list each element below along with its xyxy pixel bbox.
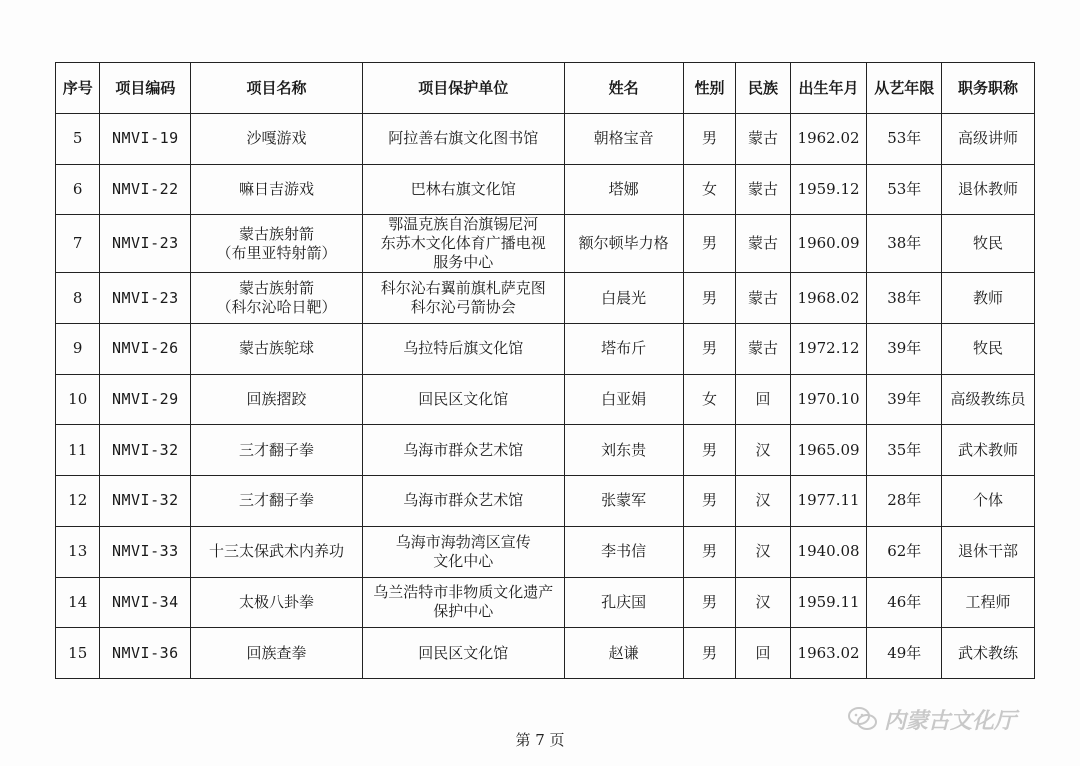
cell-project — [191, 476, 363, 527]
col-header-title: 职务职称 — [942, 63, 1035, 114]
cell-no: 10 — [56, 374, 100, 425]
cell-unit — [362, 526, 564, 577]
cell-code: NMVI-23 — [100, 273, 191, 324]
wechat-icon — [848, 706, 878, 732]
col-header-code: 项目编码 — [100, 63, 191, 114]
heritage-inheritor-table — [55, 62, 1035, 679]
cell-unit-line: 乌海市群众艺术馆 — [403, 440, 524, 459]
cell-birth: 1959.12 — [790, 164, 867, 215]
cell-gender: 男 — [683, 476, 735, 527]
cell-project — [191, 526, 363, 577]
cell-code: NMVI-29 — [100, 374, 191, 425]
cell-title: 牧民 — [942, 215, 1035, 273]
cell-no: 6 — [56, 164, 100, 215]
cell-ethnicity: 蒙古 — [736, 114, 791, 165]
cell-unit — [362, 114, 564, 165]
cell-birth: 1972.12 — [790, 324, 867, 375]
cell-project-line: 三才翻子拳 — [239, 491, 315, 510]
cell-ethnicity: 蒙古 — [736, 215, 791, 273]
cell-unit-line: 回民区文化馆 — [418, 643, 509, 662]
cell-birth: 1940.08 — [790, 526, 867, 577]
watermark — [848, 704, 1016, 734]
cell-title: 个体 — [942, 476, 1035, 527]
cell-title: 武术教师 — [942, 425, 1035, 476]
cell-years: 39年 — [867, 374, 942, 425]
table-row — [56, 577, 1035, 628]
table-header-row — [56, 63, 1035, 114]
cell-project-line: 十三太保武术内养功 — [209, 542, 345, 561]
cell-unit-line: 阿拉善右旗文化图书馆 — [388, 129, 539, 148]
table-row — [56, 324, 1035, 375]
cell-unit-line: 回民区文化馆 — [418, 390, 509, 409]
cell-project — [191, 374, 363, 425]
cell-birth: 1962.02 — [790, 114, 867, 165]
cell-code: NMVI-26 — [100, 324, 191, 375]
cell-project — [191, 577, 363, 628]
table-body — [56, 114, 1035, 679]
cell-gender: 男 — [683, 324, 735, 375]
col-header-unit: 项目保护单位 — [362, 63, 564, 114]
cell-gender: 男 — [683, 526, 735, 577]
cell-gender: 男 — [683, 628, 735, 679]
table-row — [56, 164, 1035, 215]
cell-name: 白晨光 — [564, 273, 683, 324]
cell-project-line: 嘛日吉游戏 — [239, 180, 315, 199]
cell-unit — [362, 164, 564, 215]
cell-project-line: 回族摺跤 — [246, 390, 307, 409]
cell-unit — [362, 425, 564, 476]
cell-gender: 男 — [683, 273, 735, 324]
cell-title: 武术教练 — [942, 628, 1035, 679]
cell-project-line: 蒙古族射箭 — [239, 224, 315, 243]
cell-unit — [362, 374, 564, 425]
col-header-gender: 性别 — [683, 63, 735, 114]
cell-project — [191, 164, 363, 215]
cell-project — [191, 425, 363, 476]
cell-no: 15 — [56, 628, 100, 679]
table-row — [56, 273, 1035, 324]
cell-name: 赵谦 — [564, 628, 683, 679]
cell-project-line: 三才翻子拳 — [239, 440, 315, 459]
cell-unit-line: 乌海市海勃湾区宣传 — [395, 532, 531, 551]
page-number: 第 7 页 — [515, 731, 565, 749]
cell-name: 塔娜 — [564, 164, 683, 215]
cell-years: 49年 — [867, 628, 942, 679]
table-row — [56, 526, 1035, 577]
cell-ethnicity: 蒙古 — [736, 273, 791, 324]
cell-unit — [362, 476, 564, 527]
cell-unit — [362, 215, 564, 273]
cell-code: NMVI-22 — [100, 164, 191, 215]
cell-project — [191, 273, 363, 324]
cell-code: NMVI-19 — [100, 114, 191, 165]
cell-unit-line: 巴林右旗文化馆 — [410, 180, 516, 199]
cell-unit-line: 保护中心 — [433, 602, 494, 621]
cell-project-line: 太极八卦拳 — [239, 592, 315, 611]
col-header-years: 从艺年限 — [867, 63, 942, 114]
cell-years: 38年 — [867, 215, 942, 273]
cell-name: 额尔顿毕力格 — [564, 215, 683, 273]
cell-birth: 1960.09 — [790, 215, 867, 273]
cell-title: 退休教师 — [942, 164, 1035, 215]
cell-unit-line: 东苏木文化体育广播电视 — [380, 234, 546, 253]
cell-project-line: 蒙古族射箭 — [239, 279, 315, 298]
cell-birth: 1970.10 — [790, 374, 867, 425]
cell-project-line: （布里亚特射箭） — [216, 243, 337, 262]
col-header-name: 姓名 — [564, 63, 683, 114]
cell-name: 李书信 — [564, 526, 683, 577]
cell-no: 9 — [56, 324, 100, 375]
cell-no: 5 — [56, 114, 100, 165]
cell-ethnicity: 汉 — [736, 476, 791, 527]
cell-project-line: 蒙古族鸵球 — [239, 339, 315, 358]
cell-gender: 女 — [683, 164, 735, 215]
cell-unit — [362, 577, 564, 628]
cell-code: NMVI-33 — [100, 526, 191, 577]
cell-years: 62年 — [867, 526, 942, 577]
cell-no: 11 — [56, 425, 100, 476]
cell-unit-line: 乌拉特后旗文化馆 — [403, 339, 524, 358]
cell-unit-line: 文化中心 — [433, 551, 494, 570]
cell-years: 53年 — [867, 114, 942, 165]
cell-unit-line: 服务中心 — [433, 253, 494, 272]
cell-gender: 男 — [683, 215, 735, 273]
cell-no: 7 — [56, 215, 100, 273]
cell-birth: 1977.11 — [790, 476, 867, 527]
cell-gender: 男 — [683, 425, 735, 476]
cell-title: 高级教练员 — [942, 374, 1035, 425]
cell-code: NMVI-32 — [100, 425, 191, 476]
table-row — [56, 114, 1035, 165]
cell-no: 14 — [56, 577, 100, 628]
cell-ethnicity: 汉 — [736, 425, 791, 476]
cell-birth: 1968.02 — [790, 273, 867, 324]
cell-unit-line: 乌兰浩特市非物质文化遗产 — [373, 583, 554, 602]
cell-name: 孔庆国 — [564, 577, 683, 628]
cell-project-line: 回族查拳 — [246, 643, 307, 662]
cell-ethnicity: 汉 — [736, 577, 791, 628]
cell-years: 38年 — [867, 273, 942, 324]
cell-no: 13 — [56, 526, 100, 577]
cell-no: 8 — [56, 273, 100, 324]
cell-code: NMVI-34 — [100, 577, 191, 628]
cell-title: 高级讲师 — [942, 114, 1035, 165]
watermark-text: 内蒙古文化厅 — [884, 708, 1017, 734]
cell-code: NMVI-23 — [100, 215, 191, 273]
table-row — [56, 374, 1035, 425]
cell-ethnicity: 回 — [736, 628, 791, 679]
cell-name: 白亚娟 — [564, 374, 683, 425]
col-header-no: 序号 — [56, 63, 100, 114]
cell-unit-line: 科尔沁弓箭协会 — [410, 298, 516, 317]
table-row — [56, 628, 1035, 679]
cell-project — [191, 114, 363, 165]
cell-years: 28年 — [867, 476, 942, 527]
cell-unit — [362, 273, 564, 324]
cell-code: NMVI-36 — [100, 628, 191, 679]
cell-project-line: 沙嘎游戏 — [246, 129, 307, 148]
table-row — [56, 476, 1035, 527]
cell-title: 牧民 — [942, 324, 1035, 375]
cell-ethnicity: 汉 — [736, 526, 791, 577]
cell-name: 朝格宝音 — [564, 114, 683, 165]
col-header-project: 项目名称 — [191, 63, 363, 114]
cell-years: 39年 — [867, 324, 942, 375]
cell-gender: 男 — [683, 114, 735, 165]
cell-birth: 1963.02 — [790, 628, 867, 679]
cell-project — [191, 215, 363, 273]
cell-unit — [362, 324, 564, 375]
cell-title: 教师 — [942, 273, 1035, 324]
cell-title: 退休干部 — [942, 526, 1035, 577]
cell-code: NMVI-32 — [100, 476, 191, 527]
cell-ethnicity: 蒙古 — [736, 164, 791, 215]
cell-years: 35年 — [867, 425, 942, 476]
cell-unit-line: 鄂温克族自治旗锡尼河 — [388, 215, 539, 234]
cell-years: 46年 — [867, 577, 942, 628]
cell-gender: 男 — [683, 577, 735, 628]
cell-project-line: （科尔沁哈日靶） — [216, 298, 337, 317]
table-row — [56, 215, 1035, 273]
cell-unit-line: 乌海市群众艺术馆 — [403, 491, 524, 510]
cell-unit-line: 科尔沁右翼前旗札萨克图 — [380, 279, 546, 298]
cell-name: 张蒙军 — [564, 476, 683, 527]
cell-unit — [362, 628, 564, 679]
cell-years: 53年 — [867, 164, 942, 215]
cell-birth: 1959.11 — [790, 577, 867, 628]
col-header-ethnicity: 民族 — [736, 63, 791, 114]
cell-ethnicity: 回 — [736, 374, 791, 425]
cell-project — [191, 324, 363, 375]
cell-project — [191, 628, 363, 679]
cell-ethnicity: 蒙古 — [736, 324, 791, 375]
cell-gender: 女 — [683, 374, 735, 425]
cell-name: 塔布斤 — [564, 324, 683, 375]
cell-no: 12 — [56, 476, 100, 527]
cell-birth: 1965.09 — [790, 425, 867, 476]
col-header-birth: 出生年月 — [790, 63, 867, 114]
cell-title: 工程师 — [942, 577, 1035, 628]
table-row — [56, 425, 1035, 476]
cell-name: 刘东贵 — [564, 425, 683, 476]
